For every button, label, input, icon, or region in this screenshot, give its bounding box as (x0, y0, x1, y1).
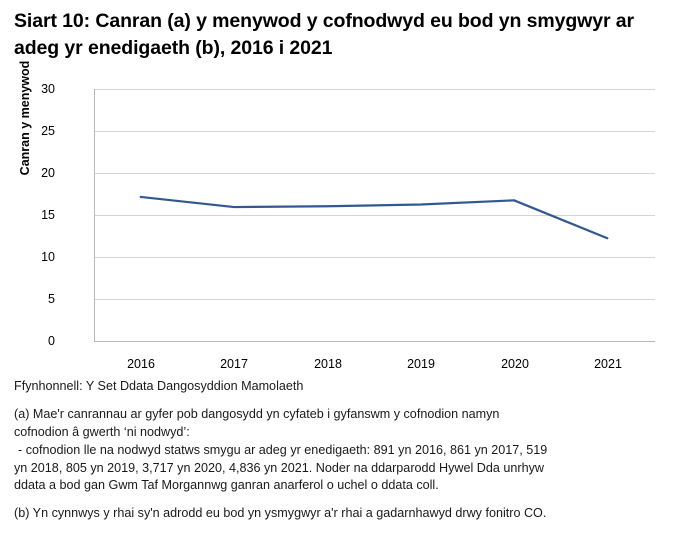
footnote-a-line-1: (a) Mae'r canrannau ar gyfer pob dangosydd yn cyfateb i gyfanswm y cofnodion namyn (14, 406, 500, 421)
footnote-source-block (14, 378, 670, 396)
x-tick-label: 2018 (314, 357, 342, 371)
y-axis-title: Canran y menywod (18, 60, 32, 176)
x-tick-label: 2016 (127, 357, 155, 371)
footnote-source: Ffynhonnell: Y Set Ddata Dangosyddion Mamolaeth (14, 379, 304, 393)
footnote-a-block (14, 406, 670, 495)
x-tick-label: 2020 (501, 357, 529, 371)
footnote-b: (b) Yn cynnwys y rhai sy'n adrodd eu bod yn ysmygwyr a'r rhai a gadarnhawyd drwy fonitro CO. (14, 506, 547, 521)
x-tick-label: 2017 (220, 357, 248, 371)
y-tick-label: 20 (41, 166, 55, 180)
y-tick-label: 0 (48, 334, 55, 348)
y-tick-label: 15 (41, 208, 55, 222)
y-tick-label: 25 (41, 124, 55, 138)
x-tick-label: 2021 (594, 357, 622, 371)
plot-area (0, 60, 686, 371)
series-line (141, 197, 608, 238)
y-tick-label: 5 (48, 292, 55, 306)
footnote-b-block (14, 505, 670, 523)
y-tick-label: 30 (41, 82, 55, 96)
series-line-chart (94, 89, 654, 342)
footnote-a-line-4: yn 2018, 805 yn 2019, 3,717 yn 2020, 4,836 yn 2021. Noder na ddarparodd Hywel Dda unrhyw (14, 460, 545, 475)
footnotes (14, 378, 670, 533)
page-title: Siart 10: Canran (a) y menywod y cofnodwyd eu bod yn smygwyr ar adeg yr enedigaeth (b), 2016 i 2021 (14, 10, 635, 59)
footnote-a-line-5: ddata a bod gan Gwm Taf Morgannwg ganran anarferol o uchel o ddata coll. (14, 478, 439, 493)
footnote-a-line-2: cofnodion â gwerth ‘ni nodwyd’: (14, 424, 190, 439)
x-tick-label: 2019 (407, 357, 435, 371)
y-tick-label: 10 (41, 250, 55, 264)
footnote-a-line-3: - cofnodion lle na nodwyd statws smygu ar adeg yr enedigaeth: 891 yn 2016, 861 yn 2017, 519 (18, 442, 548, 457)
